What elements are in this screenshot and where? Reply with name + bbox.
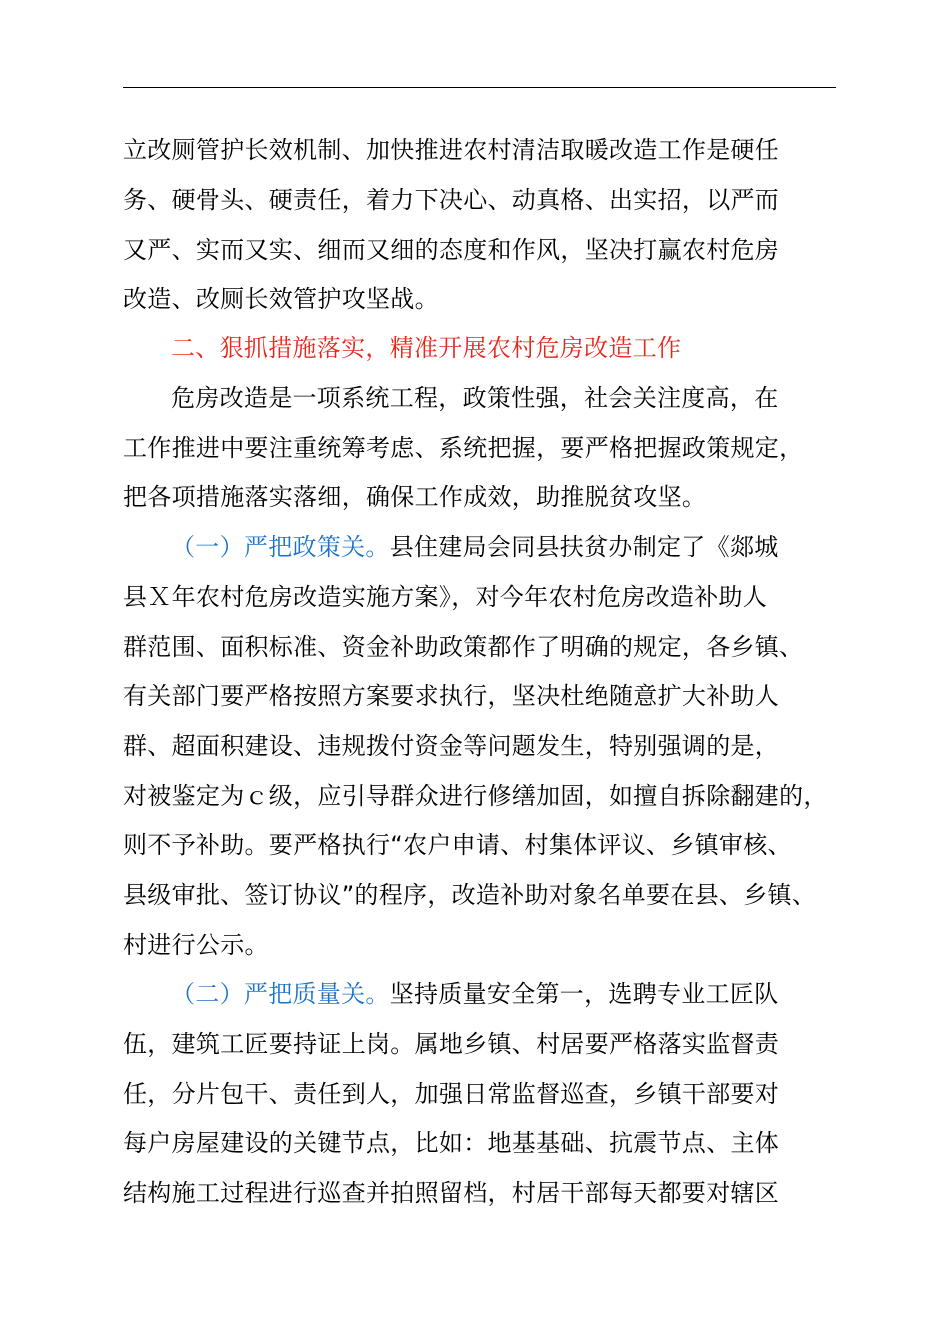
item2-first-line-text: 坚持质量安全第一，选聘专业工匠队 (389, 980, 779, 1008)
item2-line: 伍，建筑工匠要持证上岗。属地乡镇、村居要严格落实监督责 (123, 1030, 780, 1058)
item2-line: 任，分片包干、责任到人，加强日常监督巡查，乡镇干部要对 (123, 1080, 780, 1108)
item1-line: 则不予补助。要严格执行“农户申请、村集体评议、乡镇审核、 (123, 831, 792, 859)
item2-line: 结构施工过程进行巡查并拍照留档，村居干部每天都要对辖区 (123, 1179, 780, 1207)
item1-line: 县Ｘ年农村危房改造实施方案》，对今年农村危房改造补助人 (123, 583, 768, 611)
item1-line: 村进行公示。 (123, 931, 269, 959)
para1-line-3: 又严、实而又实、细而又细的态度和作风，坚决打赢农村危房 (123, 236, 780, 264)
item2-first-line (171, 969, 911, 1019)
para2-line-1: 危房改造是一项系统工程，政策性强，社会关注度高，在 (171, 384, 779, 412)
item1-title: （一）严把政策关。 (171, 533, 390, 561)
item2-title: （二）严把质量关。 (171, 980, 390, 1008)
item1-first-line-text: 县住建局会同县扶贫办制定了《郯城 (389, 533, 779, 561)
item1-line: 有关部门要严格按照方案要求执行，坚决杜绝随意扩大补助人 (123, 682, 780, 710)
para2-line-3: 把各项措施落实落细，确保工作成效，助推脱贫攻坚。 (123, 483, 707, 511)
header-rule (123, 87, 836, 88)
item2-line: 每户房屋建设的关键节点，比如：地基基础、抗震节点、主体 (123, 1129, 780, 1157)
item1-first-line (171, 522, 911, 572)
para1-line-2: 务、硬骨头、硬责任，着力下决心、动真格、出实招，以严而 (123, 186, 780, 214)
item1-line: 群、超面积建设、违规拨付资金等问题发生，特别强调的是， (123, 732, 780, 760)
para2-line-2: 工作推进中要注重统筹考虑、系统把握，要严格把握政策规定， (123, 434, 804, 462)
item1-line: 县级审批、签订协议”的程序，改造补助对象名单要在县、乡镇、 (123, 881, 817, 909)
section-heading: 二、狠抓措施落实，精准开展农村危房改造工作 (171, 334, 682, 362)
item1-line: 对被鉴定为ｃ级，应引导群众进行修缮加固，如擅自拆除翻建的， (123, 782, 828, 810)
para1-line-4: 改造、改厕长效管护攻坚战。 (123, 285, 439, 313)
para1-line-1: 立改厕管护长效机制、加快推进农村清洁取暖改造工作是硬任 (123, 136, 780, 164)
item1-line: 群范围、面积标准、资金补助政策都作了明确的规定，各乡镇、 (123, 633, 804, 661)
